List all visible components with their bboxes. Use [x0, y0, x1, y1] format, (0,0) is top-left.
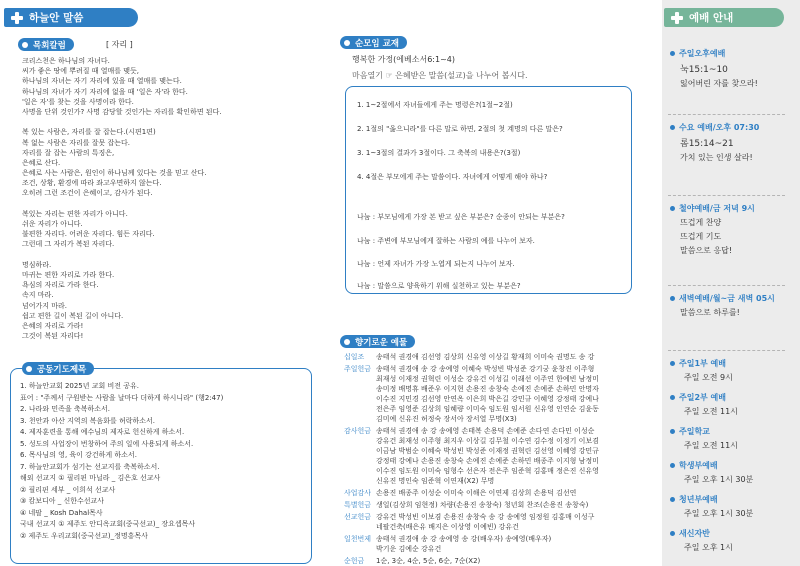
sharing-prompt: 나눔 : 말씀으로 양육하기 위해 실천하고 있는 부분은? [357, 282, 521, 290]
offering-name-line: 박기운 김예순 강유건 [376, 545, 442, 553]
prayer-item: 4. 제자훈련을 통해 예수님의 제자로 헌신하게 하소서. [20, 428, 185, 436]
column-line: 사명을 단위 것인가? 사명 감당할 것인가는 자리를 확인하면 된다. [22, 107, 222, 116]
column-line: 불편한 자리다. 어려운 자리다. 힘든 자리다. [22, 230, 155, 239]
offering-name-line: 전은주 임영준 김상희 임혜량 이미숙 임도원 임서원 신유영 인연순 김윤동 [376, 405, 599, 413]
left-section-header [4, 8, 138, 27]
service-item [670, 426, 738, 451]
column-line: 자리를 잘 잡는 사람의 특징은, [22, 148, 115, 157]
column-line: 조건, 상황, 환경에 따라 좌고우면하지 않는다. [22, 179, 162, 188]
service-title-text: 주일오후예배 [679, 49, 726, 58]
cell-subtitle: 행복한 가정(에베소서6:1~4) [352, 55, 456, 64]
offering-label: 감사헌금 [344, 427, 372, 435]
column-line: 크리스천은 하나님의 자녀다. [22, 57, 110, 65]
service-item [670, 122, 759, 163]
column-line: 넘어가지 마라. [22, 301, 68, 310]
service-title [670, 528, 733, 539]
offering-names [376, 500, 588, 510]
prayer-item: 해외 선교지 ① 필리핀 마닐라 _ 김은호 선교사 [20, 474, 161, 482]
plus-icon [10, 11, 24, 25]
pastor-column-heading: 목회칼럼 [18, 38, 74, 51]
section-divider [668, 350, 785, 351]
service-detail: 주일 오전 11시 [684, 441, 738, 450]
service-item [670, 460, 753, 485]
offering-name-line: 신유진 명인숙 임준혁 이연재(X2) 무명 [376, 477, 495, 485]
column-line [22, 250, 222, 260]
bullet-icon [670, 531, 675, 536]
bullet-icon [22, 42, 28, 48]
column-line: 복있는 자리는 편한 자리가 아니다. [22, 209, 128, 218]
prayer-item: 국내 선교지 ① 제주도 안디옥교회(중국선교)_ 장요셉목사 [20, 520, 196, 528]
bullet-icon [670, 125, 675, 130]
service-title [670, 426, 738, 437]
section-divider [668, 114, 785, 115]
offering-names [376, 534, 551, 554]
column-line: 은혜로 사는 사람은, 원인이 하나님께 있다는 것을 믿고 산다. [22, 169, 207, 178]
service-detail: 잃어버린 자를 찾으라! [680, 79, 758, 88]
column-line: '일은 자'를 찾는 것을 사명이라 한다. [22, 97, 134, 106]
column-line: 속지 마라. [22, 291, 54, 300]
service-item [670, 293, 775, 318]
worship-guide-header: 예배 안내 [664, 8, 784, 27]
offering-label: 순헌금 [344, 557, 365, 565]
offering-label: 십일조 [344, 353, 365, 361]
offering-name-line: 최재성 이재정 권혁린 이성순 강유건 이성길 이래선 이주연 한예빈 남정미 [376, 375, 599, 383]
prayer-item: ④ 네팔 _ Kosh Dahal목사 [20, 508, 103, 517]
study-question: 4. 4절은 부모에게 주는 말씀이다. 자녀에게 어떻게 해야 하나? [357, 173, 548, 181]
service-detail: 주일 오후 1시 [684, 543, 733, 552]
service-title [670, 203, 755, 214]
service-item [670, 203, 755, 256]
column-line: 쉽고 편한 길이 복된 길이 아니다. [22, 311, 124, 320]
offering-label: 선교헌금 [344, 513, 372, 521]
service-title-text: 주일학교 [679, 427, 710, 436]
service-title [670, 460, 753, 471]
service-detail: 뜨겁게 찬양 [680, 218, 722, 227]
offering-label: 사업감사 [344, 489, 372, 497]
section-divider [668, 285, 785, 286]
bullet-icon [670, 395, 675, 400]
prayer-item: ② 필리핀 세부 _ 이희석 선교사 [20, 485, 116, 494]
offering-name-line: 송태석 권경애 김선영 김상희 신유영 이상길 황재희 이미숙 권명도 송 강 [376, 353, 595, 361]
sharing-prompt: 나눔 : 언제 자녀가 가장 노엽게 되는지 나누어 보자. [357, 260, 515, 268]
offering-name-line: 1순, 3순, 4순, 5순, 6순, 7순(X2) [376, 557, 481, 565]
column-line: 쉬운 자리가 아니다. [22, 220, 83, 228]
offering-name-line: 생일(김상희 임현정) 차량(손용진 송창숙) 청년회 찬조(손용진 송창숙) [376, 501, 589, 509]
column-tag: [ 자리 ] [106, 40, 133, 49]
column-line: 하나님의 자녀가 자기 자리에 없을 때 '일은 자'라 한다. [22, 87, 188, 96]
offering-names [376, 488, 576, 498]
service-title-text: 새벽예배/월~금 새벽 05시 [679, 294, 775, 303]
offering-heading: 향기로운 예물 [340, 335, 415, 348]
service-item [670, 358, 733, 383]
prayer-list [20, 381, 223, 542]
service-item [670, 494, 753, 519]
service-title-text: 학생부예배 [679, 461, 718, 470]
column-line [22, 117, 222, 127]
service-detail: 주일 오후 1시 30분 [684, 475, 754, 484]
service-title [670, 122, 759, 133]
service-detail: 주일 오전 9시 [684, 373, 733, 382]
offering-name-line: 송태석 권경애 송 강 송예영 송 강(배우자) 송예영(배우자) [376, 535, 552, 543]
prayer-item: 5. 성도의 사업장이 번창하여 주의 일에 사용되게 하소서. [20, 439, 194, 448]
service-title [670, 358, 733, 369]
offering-name-line: 네팔건축(배은유 배지은 이상영 이예빈) 강유건 [376, 523, 519, 531]
column-line: 하나님의 자녀는 자기 자리에 있을 때 열매를 맺는다. [22, 77, 182, 86]
prayer-item: 6. 목사님의 영, 육이 강건하게 하소서. [20, 451, 137, 459]
service-title [670, 392, 738, 403]
offering-name-line: 손용진 배종주 이성순 이미숙 이해은 이연제 김상희 손용덕 김선연 [376, 489, 577, 497]
prayer-heading: 공동기도제목 [22, 362, 94, 375]
offering-names [376, 426, 599, 486]
column-line: 명심하라. [22, 260, 52, 269]
column-line: 은혜로 산다. [22, 158, 61, 167]
service-detail: 주일 오후 1시 30분 [684, 509, 754, 518]
offering-name-line: 이수진 지민경 김선영 안연옥 이은희 박은길 강민규 이혜영 강정태 강예나 [376, 395, 599, 403]
column-line: 은혜의 자리로 가라! [22, 321, 84, 330]
column-line: 욕심의 자리로 가라 한다. [22, 281, 99, 290]
offering-name-line: 강정태 강예나 손용진 송창숙 손예진 손예준 손하민 배종주 이지형 남정미 [376, 457, 599, 465]
bullet-icon [344, 40, 350, 46]
prayer-item: 2. 나라와 민족을 축복하소서. [20, 405, 110, 413]
column-line [22, 199, 222, 209]
left-header-title: 하늘안 말씀 [29, 12, 84, 24]
service-title-text: 새신자반 [679, 529, 710, 538]
service-item [670, 392, 738, 417]
study-question: 3. 1~3절의 결과가 3절이다. 그 축복의 내용은?(3절) [357, 149, 521, 157]
offering-name-line: 이수진 임도원 이미숙 임형수 선은자 전은주 임준혁 김홍매 정은진 신유영 [376, 467, 599, 475]
prayer-item: 7. 하늘안교회가 섬기는 선교지를 축복하소서. [20, 462, 160, 471]
study-question: 2. 1절의 "옳으니라"를 다른 말로 하면, 2절의 첫 계명의 다른 말은? [357, 125, 563, 133]
bullet-icon [670, 361, 675, 366]
service-title-text: 주일2부 예배 [679, 393, 726, 402]
bullet-icon [344, 339, 350, 345]
service-title-text: 수요 예배/오후 07:30 [679, 123, 760, 132]
bullet-icon [670, 296, 675, 301]
service-detail: 롬15:14~21 [680, 139, 734, 149]
service-detail: 말씀으로 하루를! [680, 308, 740, 317]
pastor-column-text [22, 56, 222, 341]
offering-label: 특별헌금 [344, 501, 372, 509]
offering-name-line: 송태석 권경애 송 강 송예영 이혜숙 박성빈 박성준 강기궁 윤창진 이주형 [376, 365, 595, 373]
bullet-icon [670, 429, 675, 434]
bullet-icon [670, 206, 675, 211]
prayer-item: 표어 : "주께서 구원받는 사람을 날마다 더하게 하시니라" (행2:47) [20, 393, 224, 402]
offering-names [376, 512, 594, 532]
service-item [670, 48, 758, 89]
offering-name-line: 송태석 권경애 송 강 송예영 손태복 손용덕 손예준 손다연 손다민 이성순 [376, 427, 595, 435]
column-line: 그런데 그 자리가 복된 자리다. [22, 240, 115, 249]
offering-label: 일천번제 [344, 535, 372, 543]
column-line: 오히려 그런 조건이 은혜이고, 감사가 된다. [22, 189, 153, 198]
service-detail: 가치 있는 인생 살라! [680, 153, 753, 162]
service-title [670, 293, 775, 304]
column-line: 그것이 복된 자리다! [22, 332, 84, 341]
plus-icon [670, 11, 684, 25]
prayer-item: 3. 천안과 아산 지역의 복음화를 허락하소서. [20, 416, 155, 425]
cell-study-heading: 순모임 교재 [340, 36, 407, 49]
offering-name-line: 김미예 신유진 허정숙 장서아 장서열 무명(X3) [376, 415, 517, 423]
study-question: 1. 1~2절에서 자녀들에게 주는 명령은?(1절~2절) [357, 101, 513, 109]
column-line: 복 있는 사람은, 자리를 잘 잡는다.(시편1편) [22, 128, 156, 137]
offering-names [376, 556, 480, 566]
column-line: 복 없는 사람은 자리를 잘못 잡는다. [22, 138, 131, 147]
service-detail: 주일 오전 11시 [684, 407, 738, 416]
offering-label: 주일헌금 [344, 365, 372, 373]
prayer-item: ② 제주도 우리교회(중국선교)_정명흥목사 [20, 531, 148, 540]
prayer-item: ③ 캄보디아 _ 신한수선교사 [20, 497, 105, 505]
service-title-text: 철야예배/금 저녁 9시 [679, 204, 755, 213]
offering-names [376, 352, 594, 362]
service-detail: 말씀으로 응답! [680, 246, 733, 255]
section-divider [668, 195, 785, 196]
cell-intro: 마음열기 ☞ 은혜받은 말씀(설교)을 나누어 봅시다. [352, 71, 528, 80]
sharing-prompt: 나눔 : 주변에 부모님에게 잘하는 사람의 예를 나누어 보자. [357, 237, 535, 245]
offering-name-line: 강유건 박성빈 이보겸 손용진 송창숙 송 강 송예영 임정원 김홍매 이성구 [376, 513, 595, 521]
offering-name-line: 송미정 배명휴 배준우 이지현 손용진 송창숙 손예진 손예준 손하민 안명자 [376, 385, 599, 393]
column-line: 마귀는 편한 자리로 가라 한다. [22, 270, 115, 279]
offering-name-line: 강유건 최재성 이주형 최지우 이상길 김무철 이수연 김수정 이정기 이보겸 [376, 437, 599, 445]
service-detail: 뜨겁게 기도 [680, 232, 722, 241]
service-item [670, 528, 733, 553]
column-line: 씨가 좋은 땅에 뿌려질 때 열매를 맺듯, [22, 67, 140, 76]
service-title-text: 청년부예배 [679, 495, 718, 504]
service-title [670, 494, 753, 505]
bullet-icon [26, 366, 32, 372]
service-title [670, 48, 758, 59]
bullet-icon [670, 497, 675, 502]
service-title-text: 주일1부 예배 [679, 359, 726, 368]
prayer-item: 1. 하늘안교회 2025년 교회 비전 공유. [20, 382, 139, 390]
service-detail: 눅15:1~10 [680, 65, 728, 75]
offering-names [376, 364, 599, 424]
offering-name-line: 이금남 박범순 이혜숙 박성빈 박성준 이재정 권혁린 김선영 이혜영 강민규 [376, 447, 599, 455]
sharing-prompt: 나눔 : 부모님에게 가장 본 받고 싶은 부분은? 순종이 안되는 부분은? [357, 213, 565, 221]
bullet-icon [670, 463, 675, 468]
bullet-icon [670, 51, 675, 56]
